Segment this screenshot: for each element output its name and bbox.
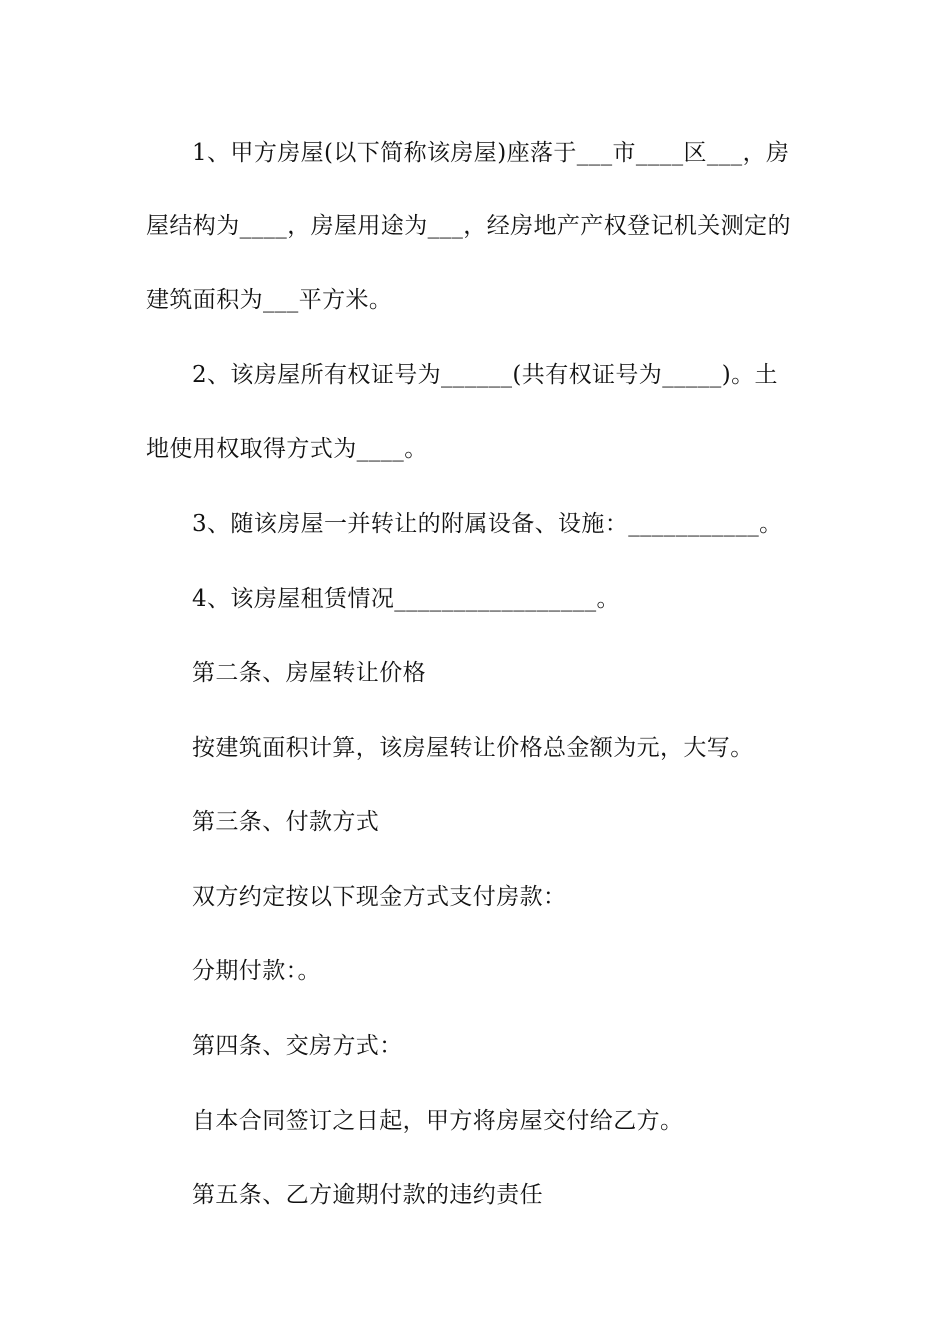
clause-2-line-2: 地使用权取得方式为____。 [146, 436, 428, 462]
clause-2-line-1: 2、该房屋所有权证号为______(共有权证号为_____)。土 [192, 362, 778, 388]
clause-4-line: 4、该房屋租赁情况_________________。 [192, 586, 620, 612]
article-3-body: 双方约定按以下现金方式支付房款： [192, 884, 567, 910]
article-4-heading: 第四条、交房方式： [192, 1033, 403, 1059]
clause-3-line: 3、随该房屋一并转让的附属设备、设施：___________。 [192, 511, 783, 537]
article-4-body: 自本合同签订之日起，甲方将房屋交付给乙方。 [192, 1108, 684, 1134]
clause-1-line-2: 屋结构为____，房屋用途为___，经房地产产权登记机关测定的 [146, 213, 791, 239]
article-2-heading: 第二条、房屋转让价格 [192, 660, 426, 686]
article-3-installment: 分期付款：。 [192, 958, 321, 984]
clause-1-line-3: 建筑面积为___平方米。 [146, 287, 393, 313]
clause-1-line-1: 1、甲方房屋(以下简称该房屋)座落于___市____区___，房 [192, 140, 790, 166]
article-3-heading: 第三条、付款方式 [192, 809, 380, 835]
article-5-heading: 第五条、乙方逾期付款的违约责任 [192, 1182, 543, 1208]
article-2-body: 按建筑面积计算，该房屋转让价格总金额为元，大写。 [192, 735, 754, 761]
